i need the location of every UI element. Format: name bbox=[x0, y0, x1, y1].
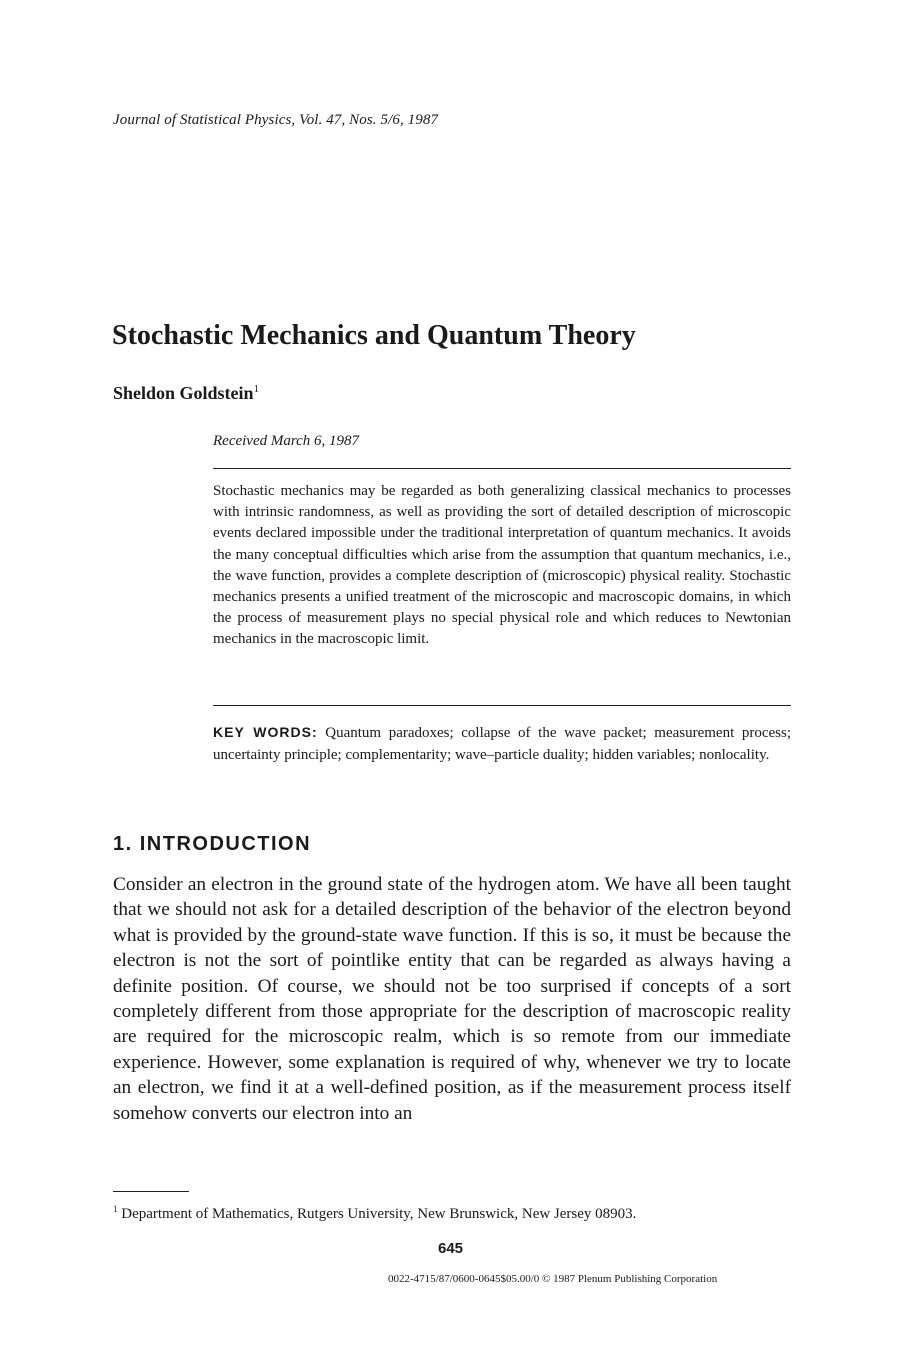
author-footnote-mark: 1 bbox=[253, 383, 260, 395]
abstract-bottom-rule bbox=[213, 705, 791, 706]
footnote bbox=[113, 1206, 636, 1223]
keywords-block bbox=[213, 722, 791, 766]
footnote-mark: 1 bbox=[113, 1204, 118, 1214]
abstract-text: Stochastic mechanics may be regarded as both generalizing classical mechanics to processes with intrinsic randomness, as well as providing the sort of detailed description of microscopic events declared impossible under the traditional interpretation of quantum mechanics. It avoids the many conceptual difficulties which arise from the assumption that quantum mechanics, i.e., the wave function, provides a complete description of (microscopic) physical reality. Stochastic mechanics presents a unified treatment of the microscopic and macroscopic domains, in which the process of measurement plays no special physical role and which reduces to Newtonian mechanics in the macroscopic limit. bbox=[213, 483, 791, 648]
footnote-rule bbox=[113, 1191, 189, 1192]
paper-title: Stochastic Mechanics and Quantum Theory bbox=[112, 320, 636, 351]
received-date: Received March 6, 1987 bbox=[213, 433, 360, 449]
journal-citation: Journal of Statistical Physics, Vol. 47, Nos. 5/6, 1987 bbox=[113, 112, 439, 128]
page-number: 645 bbox=[438, 1240, 464, 1257]
body-paragraph: Consider an electron in the ground state of the hydrogen atom. We have all been taught that we should not ask for a detailed description of the behavior of the electron beyond what is provided by the ground-state wave function. If this is so, it must be because the electron is not the sort of pointlike entity that can be regarded as always having a definite position. Of course, we should not be too surprised if concepts of a sort completely different from those appropriate for the description of macroscopic reality are required for the microscopic realm, which is so remote from our immediate experience. However, some explanation is required of why, whenever we try to locate an electron, we find it at a well-defined position, as if the measurement process itself somehow converts our electron into an bbox=[113, 874, 791, 1124]
section-heading: 1. INTRODUCTION bbox=[113, 833, 312, 855]
author-line bbox=[113, 383, 259, 404]
author-name: Sheldon Goldstein bbox=[113, 383, 254, 403]
abstract-top-rule bbox=[213, 468, 791, 469]
copyright-line: 0022-4715/87/0600-0645$05.00/0 © 1987 Plenum Publishing Corporation bbox=[388, 1273, 718, 1285]
keywords-text: Quantum paradoxes; collapse of the wave packet; measurement process; uncertainty principle; complementarity; wave–particle duality; hidden variables; nonlocality. bbox=[213, 725, 792, 763]
keywords-label: KEY WORDS: bbox=[213, 724, 318, 740]
footnote-text: Department of Mathematics, Rutgers University, New Brunswick, New Jersey 08903. bbox=[121, 1206, 637, 1222]
